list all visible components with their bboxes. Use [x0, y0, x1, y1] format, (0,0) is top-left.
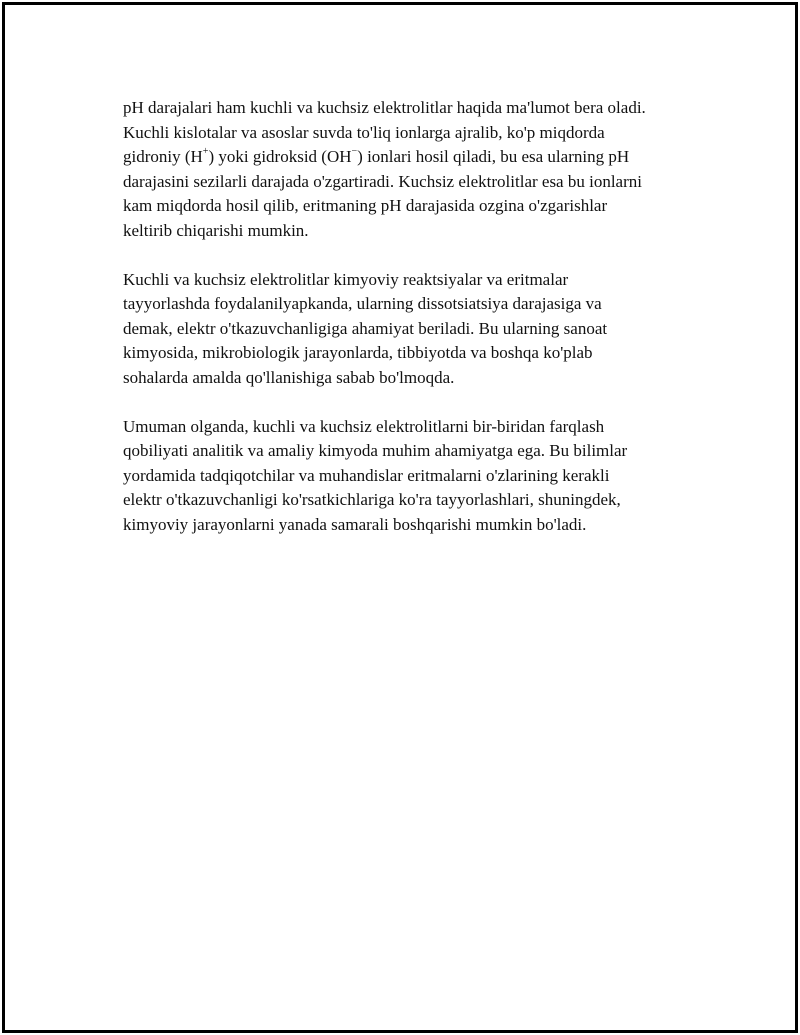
superscript-minus: − [351, 146, 358, 158]
text-fragment: gidroniy (H [123, 147, 203, 166]
text-line: demak, elektr o'tkazuvchanligiga ahamiyat beriladi. Bu ularning sanoat [123, 318, 608, 338]
text-line: kam miqdorda hosil qilib, eritmaning pH darajasida ozgina o'zgarishlar [123, 196, 608, 215]
paragraph-applications [123, 268, 703, 391]
paragraph-conclusion [123, 415, 703, 538]
text-line: yordamida tadqiqotchilar va muhandislar eritmalarni o'zlarining kerakli [123, 465, 610, 485]
superscript-plus: + [202, 146, 209, 158]
text-line: Umuman olganda, kuchli va kuchsiz elektrolitlarni bir-biridan farqlash [123, 416, 605, 436]
document-body [123, 96, 703, 562]
text-line: sohalarda amalda qo'llanishiga sabab bo'lmoqda. [123, 367, 455, 387]
page-frame [2, 2, 798, 1033]
text-line: keltirib chiqarishi mumkin. [123, 220, 309, 240]
text-line: darajasini sezilarli darajada o'zgartiradi. Kuchsiz elektrolitlar esa bu ionlarni [123, 171, 642, 191]
text-line: pH darajalari ham kuchli va kuchsiz elektrolitlar haqida ma'lumot bera oladi. [123, 98, 646, 117]
text-line: kimyoviy jarayonlarni yanada samarali boshqarishi mumkin bo'ladi. [123, 514, 587, 534]
text-line: tayyorlashda foydalanilyapkanda, ularning dissotsiatsiya darajasiga va [123, 294, 602, 313]
text-line: elektr o'tkazuvchanligi ko'rsatkichlariga ko'ra tayyorlashlari, shuningdek, [123, 490, 621, 509]
text-line: Kuchli kislotalar va asoslar suvda to'liq ionlarga ajralib, ko'p miqdorda [123, 122, 605, 142]
text-line: Kuchli va kuchsiz elektrolitlar kimyoviy reaktsiyalar va eritmalar [123, 269, 569, 289]
text-line: kimyosida, mikrobiologik jarayonlarda, tibbiyotda va boshqa ko'plab [123, 343, 593, 362]
paragraph-ph-levels [123, 96, 703, 243]
text-fragment: ) yoki gidroksid (OH [208, 147, 352, 166]
text-line-with-ions [123, 145, 703, 170]
text-line: qobiliyati analitik va amaliy kimyoda muhim ahamiyatga ega. Bu bilimlar [123, 441, 628, 460]
text-fragment: ) ionlari hosil qiladi, bu esa ularning pH [357, 147, 630, 166]
